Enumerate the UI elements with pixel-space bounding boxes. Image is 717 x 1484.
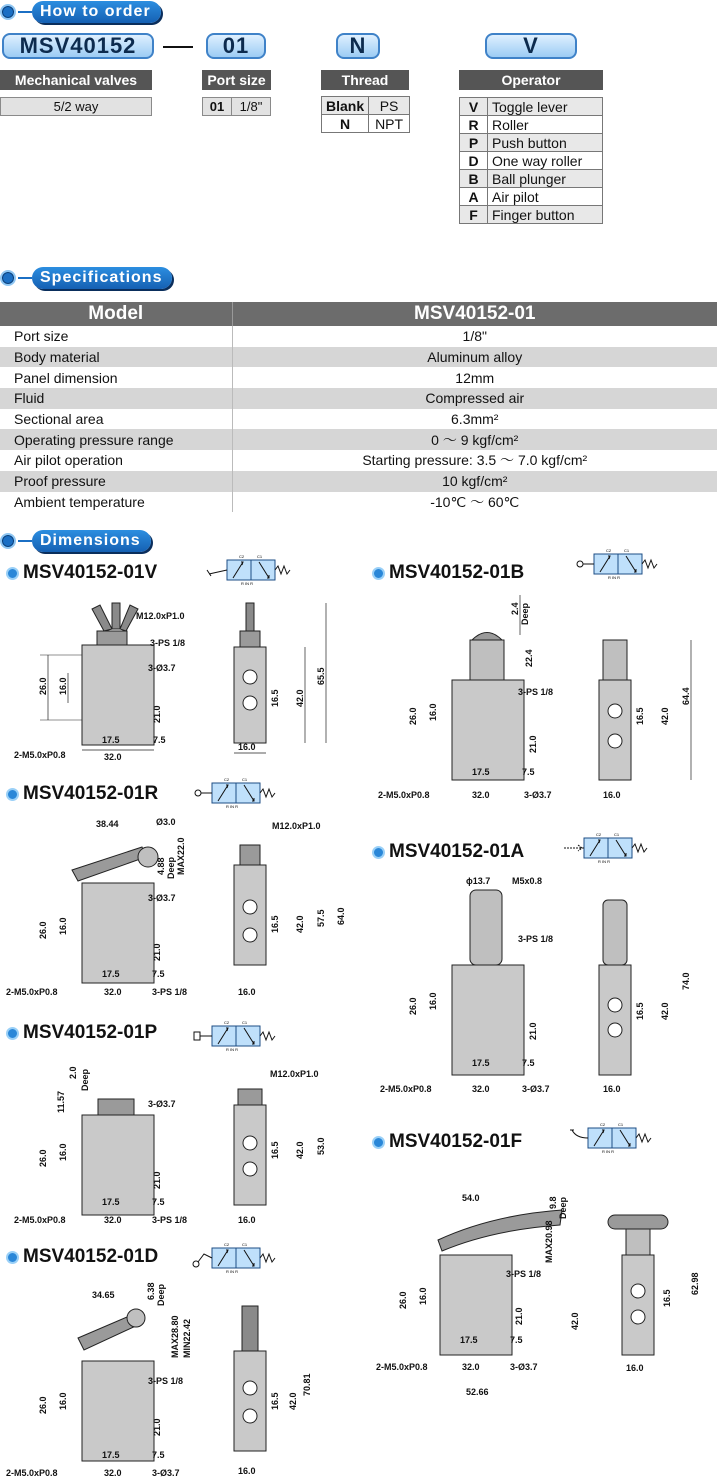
roller-lever-icon [72,847,146,881]
operator-label: Operator [459,70,603,90]
model-title-d: MSV40152-01D [6,1246,158,1268]
svg-text:R IN R: R IN R [226,804,238,809]
spec-key: Body material [0,347,232,368]
svg-text:16.0: 16.0 [428,992,438,1010]
svg-text:42.0: 42.0 [295,689,305,707]
svg-text:3-PS 1/8: 3-PS 1/8 [152,1215,188,1225]
svg-text:C2: C2 [224,1242,230,1247]
svg-text:17.5: 17.5 [472,1058,490,1068]
thread-row: N NPT [322,115,410,133]
svg-text:R IN R: R IN R [602,1149,614,1154]
svg-text:16.5: 16.5 [635,707,645,725]
spec-key: Panel dimension [0,367,232,388]
section-title: How to order [32,1,161,23]
drawing-a-side [585,870,705,1100]
model-title-v: MSV40152-01V [6,562,157,584]
svg-text:21.0: 21.0 [152,943,162,961]
push-button-icon [98,1099,134,1115]
bullet-icon [0,533,16,549]
svg-text:21.0: 21.0 [152,1171,162,1189]
svg-text:52.66: 52.66 [466,1387,489,1397]
operator-row: V Toggle lever [460,98,603,116]
svg-text:MAX28.80: MAX28.80 [170,1315,180,1358]
spec-key: Operating pressure range [0,429,232,450]
operator-row: A Air pilot [460,188,603,206]
svg-text:C1: C1 [242,777,248,782]
svg-text:Deep: Deep [166,856,176,879]
operator-row: F Finger button [460,206,603,224]
valve-symbol-finger [566,1120,656,1156]
dim-17: 17.5 [102,735,120,745]
svg-text:Deep: Deep [156,1283,166,1306]
svg-text:3-PS 1/8: 3-PS 1/8 [518,687,554,697]
svg-text:16.5: 16.5 [270,915,280,933]
spec-key: Proof pressure [0,471,232,492]
svg-text:16.0: 16.0 [238,1466,256,1476]
svg-text:26.0: 26.0 [38,921,48,939]
svg-text:16.5: 16.5 [270,1141,280,1159]
svg-text:16.0: 16.0 [428,703,438,721]
spec-key: Ambient temperature [0,492,232,513]
model-title-p: MSV40152-01P [6,1022,157,1044]
svg-text:21.0: 21.0 [528,1022,538,1040]
drawing-d-side [220,1276,350,1481]
air-pilot-icon [470,890,502,965]
dim-m5: 2-M5.0xP0.8 [14,750,66,760]
svg-text:32.0: 32.0 [472,790,490,800]
svg-text:53.0: 53.0 [316,1137,326,1155]
svg-text:2-M5.0xP0.8: 2-M5.0xP0.8 [14,1215,66,1225]
svg-text:2-M5.0xP0.8: 2-M5.0xP0.8 [6,1468,58,1478]
svg-text:ϕ13.7: ϕ13.7 [466,876,491,886]
svg-text:2-M5.0xP0.8: 2-M5.0xP0.8 [380,1084,432,1094]
svg-text:21.0: 21.0 [528,735,538,753]
drawing-a-front [372,870,572,1100]
svg-text:3-PS 1/8: 3-PS 1/8 [506,1269,542,1279]
bullet-icon [372,567,385,580]
svg-text:4.88: 4.88 [156,857,166,875]
spec-value: 10 kgf/cm² [232,471,717,492]
model-title-f: MSV40152-01F [372,1131,522,1153]
valve-symbol-push [190,1018,280,1054]
svg-text:C2: C2 [224,777,230,782]
svg-text:Ø3.0: Ø3.0 [156,817,176,827]
order-code-dash [163,46,193,48]
svg-text:32.0: 32.0 [104,1468,122,1478]
svg-text:64.0: 64.0 [336,907,346,925]
valve-symbol-oneway [190,1240,280,1276]
spec-row [0,326,717,347]
port-value: 1/8" [231,97,271,116]
svg-text:16.5: 16.5 [662,1289,672,1307]
svg-text:C1: C1 [257,554,263,559]
spec-key: Port size [0,326,232,347]
spec-header-row [0,302,717,326]
svg-text:42.0: 42.0 [295,1141,305,1159]
bullet-icon [0,270,16,286]
bullet-icon [372,1136,385,1149]
dim-32: 32.0 [104,752,122,762]
spec-row [0,347,717,368]
drawing-f-side [600,1205,710,1385]
svg-text:17.5: 17.5 [102,969,120,979]
svg-text:32.0: 32.0 [104,987,122,997]
svg-text:16.0: 16.0 [603,1084,621,1094]
bushing [97,631,127,645]
svg-text:22.4: 22.4 [524,649,534,667]
spec-row [0,492,717,513]
svg-text:42.0: 42.0 [295,915,305,933]
port-key: 01 [202,97,232,116]
drawing-b-side [585,595,705,805]
order-code-operator: V [485,33,577,59]
dim-21: 21.0 [152,705,162,723]
toggle-lever-icon [92,603,138,631]
valve-symbol-toggle [205,552,295,588]
port-label: Port size [202,70,271,90]
spec-row [0,409,717,430]
svg-text:MAX22.0: MAX22.0 [176,837,186,875]
spec-row [0,450,717,471]
svg-text:Deep: Deep [80,1068,90,1091]
svg-text:54.0: 54.0 [462,1193,480,1203]
drawing-p-side [220,1055,360,1235]
how-to-order-header [0,0,161,24]
svg-text:62.98: 62.98 [690,1272,700,1295]
svg-text:7.5: 7.5 [522,767,535,777]
svg-text:R IN R: R IN R [608,575,620,580]
svg-text:MAX20.98: MAX20.98 [544,1220,554,1263]
bullet-icon [0,4,16,20]
svg-text:R IN R: R IN R [226,1047,238,1052]
svg-text:M12.0xP1.0: M12.0xP1.0 [272,821,321,831]
spec-value: -10℃ ～ 60℃ [232,492,717,513]
svg-text:32.0: 32.0 [472,1084,490,1094]
spec-value: Compressed air [232,388,717,409]
svg-text:3-Ø3.7: 3-Ø3.7 [148,893,176,903]
mechanical-value: 5/2 way [0,97,152,116]
svg-text:C2: C2 [239,554,245,559]
svg-text:7.5: 7.5 [152,969,165,979]
svg-text:42.0: 42.0 [660,1002,670,1020]
svg-text:3-Ø3.7: 3-Ø3.7 [524,790,552,800]
svg-text:32.0: 32.0 [104,1215,122,1225]
svg-text:16.0: 16.0 [58,1392,68,1410]
section-title: Specifications [32,267,172,289]
svg-text:Deep: Deep [520,602,530,625]
operator-row: P Push button [460,134,603,152]
order-code-port: 01 [206,33,266,59]
svg-text:Deep: Deep [558,1196,568,1219]
svg-text:7.5: 7.5 [522,1058,535,1068]
bullet-icon [6,567,19,580]
svg-text:M12.0xP1.0: M12.0xP1.0 [270,1069,319,1079]
bullet-icon [6,1027,19,1040]
svg-text:17.5: 17.5 [472,767,490,777]
bullet-icon [372,846,385,859]
svg-text:C2: C2 [606,548,612,553]
svg-text:C1: C1 [624,548,630,553]
svg-text:57.5: 57.5 [316,909,326,927]
svg-text:3-PS 1/8: 3-PS 1/8 [148,1376,184,1386]
svg-text:16.0: 16.0 [238,1215,256,1225]
svg-text:17.5: 17.5 [102,1450,120,1460]
spec-header-key: Model [0,302,232,326]
svg-text:3-Ø3.7: 3-Ø3.7 [148,1099,176,1109]
svg-text:3-Ø3.7: 3-Ø3.7 [522,1084,550,1094]
svg-text:26.0: 26.0 [408,707,418,725]
spec-value: 6.3mm² [232,409,717,430]
spec-key: Sectional area [0,409,232,430]
svg-text:MIN22.42: MIN22.42 [182,1318,192,1358]
spec-row [0,429,717,450]
svg-text:C1: C1 [242,1020,248,1025]
svg-text:11.57: 11.57 [56,1090,66,1113]
spec-row [0,367,717,388]
thread-table [321,96,410,133]
drawing-v-front [0,595,186,765]
order-code-model: MSV40152 [2,33,154,59]
svg-text:42.0: 42.0 [288,1392,298,1410]
svg-text:26.0: 26.0 [408,997,418,1015]
svg-text:42.0: 42.0 [660,707,670,725]
operator-table [459,97,603,224]
svg-text:21.0: 21.0 [514,1307,524,1325]
svg-text:64.4: 64.4 [681,687,691,705]
svg-text:M5x0.8: M5x0.8 [512,876,543,886]
svg-text:38.44: 38.44 [96,819,119,829]
svg-text:70.81: 70.81 [302,1373,312,1396]
svg-text:3-Ø3.7: 3-Ø3.7 [510,1362,538,1372]
drawing-d-front [0,1276,210,1481]
svg-text:16.0: 16.0 [238,742,256,752]
svg-text:C1: C1 [614,832,620,837]
spec-value: Aluminum alloy [232,347,717,368]
valve-symbol-pilot [562,830,652,866]
thread-label: Thread [321,70,409,90]
svg-text:R IN R: R IN R [598,859,610,864]
svg-text:26.0: 26.0 [398,1291,408,1309]
svg-text:3-Ø3.7: 3-Ø3.7 [152,1468,180,1478]
svg-text:17.5: 17.5 [460,1335,478,1345]
specifications-header [0,266,172,290]
svg-text:16.0: 16.0 [58,1143,68,1161]
svg-text:C2: C2 [596,832,602,837]
dim-thread: M12.0xP1.0 [136,611,185,621]
svg-text:7.5: 7.5 [152,1450,165,1460]
svg-text:42.0: 42.0 [570,1312,580,1330]
spec-value: 1/8" [232,326,717,347]
dim-26: 26.0 [38,677,48,695]
svg-text:17.5: 17.5 [102,1197,120,1207]
svg-text:6.38: 6.38 [146,1282,156,1300]
drawing-r-side [220,815,360,1000]
svg-text:R IN R: R IN R [226,1269,238,1274]
spec-row [0,471,717,492]
svg-text:R IN R: R IN R [241,581,253,586]
spec-value: 12mm [232,367,717,388]
svg-text:16.5: 16.5 [270,689,280,707]
bullet-icon [6,1251,19,1264]
svg-text:16.0: 16.0 [418,1287,428,1305]
svg-text:16.0: 16.0 [626,1363,644,1373]
drawing-v-side [220,595,340,760]
drawing-f-front [372,1185,582,1405]
svg-text:7.5: 7.5 [152,1197,165,1207]
spec-header-value: MSV40152-01 [232,302,717,326]
svg-text:2-M5.0xP0.8: 2-M5.0xP0.8 [376,1362,428,1372]
section-title: Dimensions [32,530,151,552]
bullet-icon [6,788,19,801]
order-code-thread: N [336,33,380,59]
drawing-r-front [0,815,200,1000]
dim-ps: 3-PS 1/8 [150,638,186,648]
svg-text:65.5: 65.5 [316,667,326,685]
svg-text:16.0: 16.0 [238,987,256,997]
spec-row [0,388,717,409]
svg-text:2.4: 2.4 [510,602,520,615]
dimensions-header [0,529,151,553]
mechanical-label: Mechanical valves [0,70,152,90]
svg-text:C1: C1 [242,1242,248,1247]
drawing-b-front [372,595,572,805]
svg-text:34.65: 34.65 [92,1290,115,1300]
model-title-a: MSV40152-01A [372,841,524,863]
spec-key: Air pilot operation [0,450,232,471]
svg-text:9.8: 9.8 [548,1196,558,1209]
spec-value: 0 ～ 9 kgf/cm² [232,429,717,450]
operator-row: R Roller [460,116,603,134]
svg-text:16.5: 16.5 [635,1002,645,1020]
svg-text:26.0: 26.0 [38,1396,48,1414]
thread-row: Blank PS [322,97,410,115]
model-title-b: MSV40152-01B [372,562,524,584]
dim-7: 7.5 [153,735,166,745]
svg-text:26.0: 26.0 [38,1149,48,1167]
svg-text:C2: C2 [600,1122,606,1127]
spec-key: Fluid [0,388,232,409]
svg-text:16.5: 16.5 [270,1392,280,1410]
svg-text:21.0: 21.0 [152,1418,162,1436]
svg-text:C1: C1 [618,1122,624,1127]
valve-body [82,645,154,745]
valve-symbol-roller [190,775,280,811]
ball-plunger-icon [470,640,504,680]
svg-text:74.0: 74.0 [681,972,691,990]
drawing-p-front [0,1055,200,1235]
svg-text:16.0: 16.0 [603,790,621,800]
svg-text:2-M5.0xP0.8: 2-M5.0xP0.8 [6,987,58,997]
dim-hole: 3-Ø3.7 [148,663,176,673]
svg-text:C2: C2 [224,1020,230,1025]
svg-text:32.0: 32.0 [462,1362,480,1372]
operator-row: D One way roller [460,152,603,170]
svg-text:7.5: 7.5 [510,1335,523,1345]
model-title-r: MSV40152-01R [6,783,158,805]
svg-text:2.0: 2.0 [68,1066,78,1079]
operator-row: B Ball plunger [460,170,603,188]
spec-value: Starting pressure: 3.5 ～ 7.0 kgf/cm² [232,450,717,471]
svg-text:2-M5.0xP0.8: 2-M5.0xP0.8 [378,790,430,800]
svg-text:3-PS 1/8: 3-PS 1/8 [152,987,188,997]
spec-table [0,302,717,512]
valve-symbol-ball [572,546,662,582]
svg-text:3-PS 1/8: 3-PS 1/8 [518,934,554,944]
dim-16: 16.0 [58,677,68,695]
svg-text:16.0: 16.0 [58,917,68,935]
